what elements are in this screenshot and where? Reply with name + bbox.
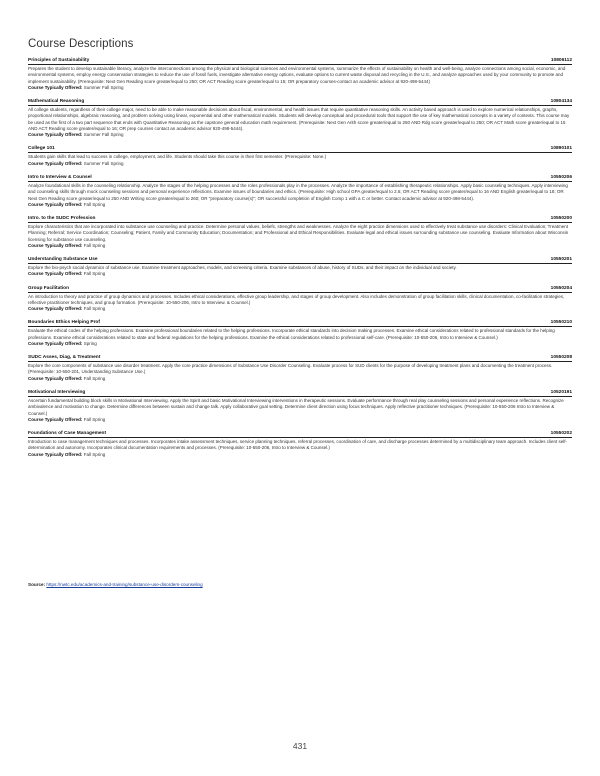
- course-title: Intro to Interview & Counsel: [28, 174, 92, 180]
- course-title: College 101: [28, 146, 55, 152]
- course-entry: [28, 58, 572, 91]
- course-entry: [28, 355, 572, 382]
- course-offered: [28, 306, 572, 312]
- course-entry: [28, 390, 572, 423]
- offered-label: Course Typically Offered:: [28, 201, 83, 207]
- offered-terms: Fall Spring: [83, 201, 106, 207]
- offered-terms: Summer Fall Spring: [83, 160, 124, 166]
- course-description: All college students, regardless of their college major, need to be able to make reasonable decisions about fiscal, environmental, and health issues that require quantitative reasoning skills. An activity based approach is used to explore numerical relationships, graphs, proportional relationships, algebraic reasoning, and problem solving using linear, exponential and other mathematical models. Students will develop conceptual and procedural tools that support the use of key mathematical concepts in a variety of contexts. This course may be used as the first of a two part sequence that ends with Quantitative Reasoning as the capstone general education math requirement. (Prerequisite: Next Gen Arith score greater/equal to 250 AND Rdg score greater/equal to 250; OR ACT Math score greater/equal to 15 AND ACT Reading score greater/equal to 16; OR prep courses contact an academic advisor 920-498-5444).: [28, 107, 570, 131]
- course-description: Explore the bio-psych social dynamics of substance use. Examine treatment approaches, models, and screening criteria. Examine substances of abuse, history of SUDs, and their impact on the individual and society.: [28, 265, 457, 271]
- course-entry: [28, 431, 572, 458]
- source-line: [28, 582, 203, 587]
- course-offered: [28, 161, 572, 167]
- course-title: Foundations of Case Management: [28, 431, 107, 436]
- course-code: 10806112: [550, 58, 572, 63]
- offered-terms: Summer Fall Spring: [83, 84, 124, 90]
- course-entry: [28, 99, 572, 138]
- course-list: [28, 58, 572, 466]
- offered-label: Course Typically Offered:: [28, 451, 83, 457]
- course-offered: [28, 85, 572, 91]
- course-description: Prepares the student to develop sustainable literacy, analyze the interconnections among the physical and biological sciences and environmental systems, summarize the effects of sustainability on health and well-being, analyze connections among social, economic, and environmental systems, employ energy conservation strategies to reduce the use of fossil fuels, investigate alternative energy options, evaluate options to current waste disposal and recycling in the U.S., and analyze approaches used by your community to promote and implement sustainability. (Prerequisite: Next Gen Reading score greater/equal to 250; OR ACT Reading score greater/equal to 15; OR preparatory courses-contact an academic advisor at 920-498-5444): [28, 66, 566, 84]
- course-description: Explore characteristics that are incorporated into substance use counseling and practice. Determine personal values, beliefs, strengths and weaknesses. Analyze the eight practice dimensions used to effectively treat substance use disorders: Clinical Evaluation; Treatment Planning; Referral; Service Coordination; Counseling; Patient, Family and Community Education; Documentation; and Professional and Ethical Responsibilities. Evaluate legal and ethical issues surrounding substance use counseling. Evaluate Information about Wisconsin licensing for substance use counseling.: [28, 224, 569, 242]
- course-entry: [28, 286, 572, 313]
- course-header: [28, 390, 572, 397]
- course-title: Understanding Substance Use: [28, 257, 98, 263]
- course-title: Motivational Interviewing: [28, 389, 86, 395]
- offered-terms: Fall Spring: [83, 242, 106, 248]
- course-description: Evaluate the ethical codes of the helping professions. Examine professional boundaries related to the helping professions. Incorporate ethical standards into decision making processes. Examine ethical considerations related to professional standards for the helping professions. Examine ethical considerations related to state and federal regulations for the helping professions. Examine the ethical considerations related to professional self-care. (Prerequisite: 10-550-206, Intro to Interview & Counsel.): [28, 328, 555, 340]
- course-title: Mathematical Reasoning: [28, 99, 85, 105]
- course-description: Analyze foundational skills in the counseling relationship. Analyze the stages of the helping processes and the roles professionals play in the processes. Analyze the importance of establishing therapeutic relationships. Apply basic counseling techniques. Apply interviewing and counseling skills through mock counseling sessions and personal experience reflections. Examine issues of boundaries and ethics. (Prerequisite: High school GPA greater/equal to 2.6; OR ACT Reading score greater/equal to 16 AND English greater/equal to 18; OR Next Gen Reading score greater/equal to 250 AND Writing score greater/equal to 260; OR "preparatory course(s)"; OR successful completion of English Comp 1 with a C or better. Contact academic advisor at 920-498-5444).: [28, 182, 568, 201]
- course-description: Students gain skills that lead to success in college, employment, and life. Students should take this course in their first semester. (Prerequisite: None.): [28, 154, 327, 160]
- course-code: 10550204: [550, 285, 572, 291]
- course-offered: [28, 243, 572, 249]
- course-code: 10804134: [550, 99, 572, 105]
- offered-terms: Spring: [83, 340, 97, 346]
- course-code: 10890101: [550, 146, 572, 152]
- offered-terms: Fall Spring: [83, 416, 106, 422]
- course-header: [28, 175, 572, 182]
- course-entry: [28, 320, 572, 347]
- offered-label: Course Typically Offered:: [28, 306, 83, 312]
- offered-label: Course Typically Offered:: [28, 340, 83, 346]
- offered-terms: Fall Spring: [83, 375, 106, 381]
- course-code: 10550210: [550, 320, 572, 326]
- course-description: Introduction to case management techniques and processes. Incorporates intake assessment techniques, service planning techniques, referral processes, coordination of care, and discharge processes determined by a multidisciplinary team approach. Includes client self-determination and autonomy. Incorporates clinical documentation requirements and processes. (Prerequisite: 10-550-206, Intro to Interview & Counsel.): [28, 439, 568, 451]
- offered-terms: Fall Spring: [83, 271, 106, 277]
- course-code: 10550202: [550, 431, 572, 436]
- course-title: Principles of Sustainability: [28, 58, 90, 63]
- course-entry: [28, 216, 572, 249]
- course-header: [28, 431, 572, 438]
- course-entry: [28, 257, 572, 277]
- course-description: An introduction to theory and practice of group dynamics and processes. Includes ethical considerations, effective group leadership, and stages of group development. Also includes demonstration of group facilitation skills, clinical documentation, co-facilitation strategies, reflective practitioner techniques, and group formation. (Prerequisite: 10-550-206, Intro to Interview. & Counsel.): [28, 293, 565, 305]
- offered-label: Course Typically Offered:: [28, 160, 83, 166]
- course-header: [28, 286, 572, 293]
- course-title: Boundaries Ethics Helping Prof: [28, 320, 100, 326]
- course-entry: [28, 146, 572, 166]
- offered-label: Course Typically Offered:: [28, 375, 83, 381]
- course-title: Group Facilitation: [28, 285, 70, 291]
- course-header: [28, 146, 572, 153]
- course-title: SUDC Asses, Diag, & Treatment: [28, 355, 101, 361]
- course-offered: [28, 417, 572, 423]
- course-offered: [28, 132, 572, 138]
- course-offered: [28, 452, 572, 458]
- offered-label: Course Typically Offered:: [28, 132, 83, 138]
- offered-terms: Fall Spring: [83, 451, 106, 457]
- offered-terms: Fall Spring: [83, 306, 106, 312]
- page-title: Course Descriptions: [28, 38, 134, 50]
- offered-label: Course Typically Offered:: [28, 242, 83, 248]
- course-offered: [28, 202, 572, 208]
- course-header: [28, 216, 572, 223]
- source-label: Source:: [28, 582, 46, 587]
- offered-terms: Summer Fall Spring: [83, 132, 124, 138]
- course-offered: [28, 376, 572, 382]
- course-header: [28, 355, 572, 362]
- course-header: [28, 257, 572, 264]
- source-link[interactable]: https://nwtc.edu/academics-and-training/substance-use-disorders-counseling: [46, 582, 203, 587]
- course-header: [28, 320, 572, 327]
- offered-label: Course Typically Offered:: [28, 84, 83, 90]
- course-offered: [28, 271, 572, 277]
- course-title: Intro. to the SUDC Profession: [28, 216, 96, 222]
- course-code: 10550208: [550, 355, 572, 361]
- course-code: 10550200: [550, 216, 572, 222]
- course-code: 10520191: [550, 389, 572, 395]
- page-number: 431: [292, 741, 308, 751]
- offered-label: Course Typically Offered:: [28, 416, 83, 422]
- course-header: [28, 58, 572, 65]
- course-entry: [28, 175, 572, 208]
- course-code: 10550206: [550, 174, 572, 180]
- offered-label: Course Typically Offered:: [28, 271, 83, 277]
- course-header: [28, 99, 572, 106]
- course-description: Ascertain fundamental building block skills in Motivational Interviewing. Apply the Spirit and basic Motivational Interviewing interventions in therapeutic sessions. Evaluate performance through real play counseling sessions and personal experience reflections. Recognize ambivalence and motivation to change. Determine differences between sustain and change talk. Apply collaborative goal setting. Determine client direction using focus techniques. Apply reflective practitioner techniques. (Prerequisite: 10-550-206 Intro to Interview & Counsel.): [28, 397, 564, 416]
- course-offered: [28, 341, 572, 347]
- course-code: 10550201: [550, 257, 572, 263]
- course-description: Explore the core components of substance use disorder treatment. Apply the core practice dimensions of Substance Use Disorder Counseling. Evaluate process for SUD clients for the purpose of developing treatment plans and documenting the treatment process. (Prerequisite: 10-550-201, Understanding Substance Use.): [28, 363, 553, 375]
